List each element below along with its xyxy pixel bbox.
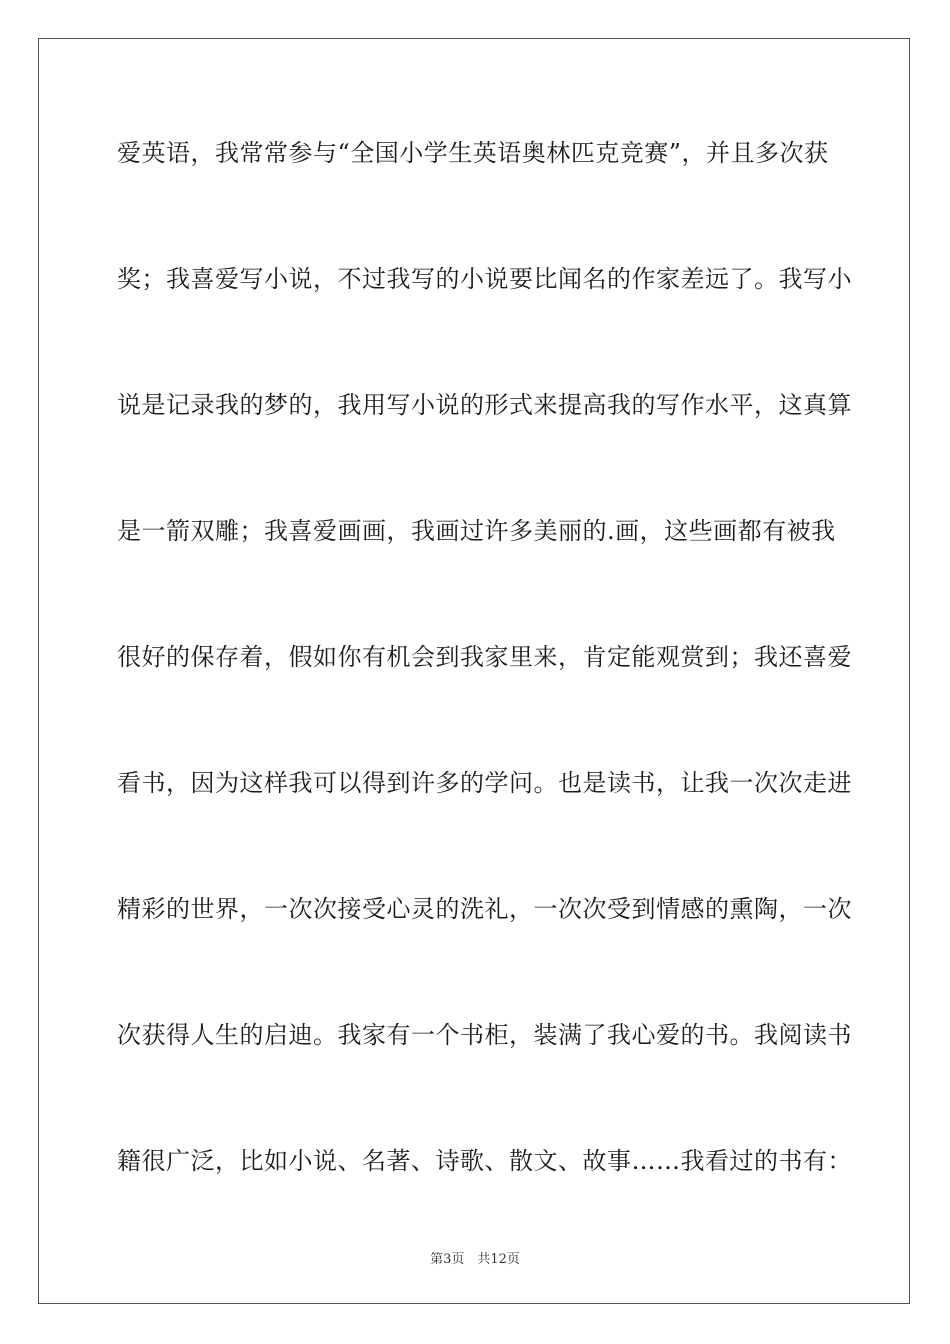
text-line-8: 次获得人生的启迪。我家有一个书柜，装满了我心爱的书。我阅读书 — [117, 1021, 852, 1049]
text-line-7: 精彩的世界，一次次接受心灵的洗礼，一次次受到情感的熏陶，一次 — [117, 895, 852, 923]
body-text — [117, 126, 852, 1260]
text-line-9: 籍很广泛，比如小说、名著、诗歌、散文、故事……我看过的书有： — [117, 1147, 852, 1175]
text-line-1: 爱英语，我常常参与“全国小学生英语奥林匹克竞赛”，并且多次获 — [117, 139, 829, 167]
text-line-4: 是一箭双雕；我喜爱画画，我画过许多美丽的.画，这些画都有被我 — [117, 517, 836, 545]
text-line-6: 看书，因为这样我可以得到许多的学问。也是读书，让我一次次走进 — [117, 769, 852, 797]
text-line-3: 说是记录我的梦的，我用写小说的形式来提高我的写作水平，这真算 — [117, 391, 852, 419]
text-line-2: 奖；我喜爱写小说，不过我写的小说要比闻名的作家差远了。我写小 — [117, 265, 852, 293]
text-line-5: 很好的保存着，假如你有机会到我家里来，肯定能观赏到；我还喜爱 — [117, 643, 852, 671]
page-number-footer: 第3页 共12页 — [430, 1252, 520, 1267]
